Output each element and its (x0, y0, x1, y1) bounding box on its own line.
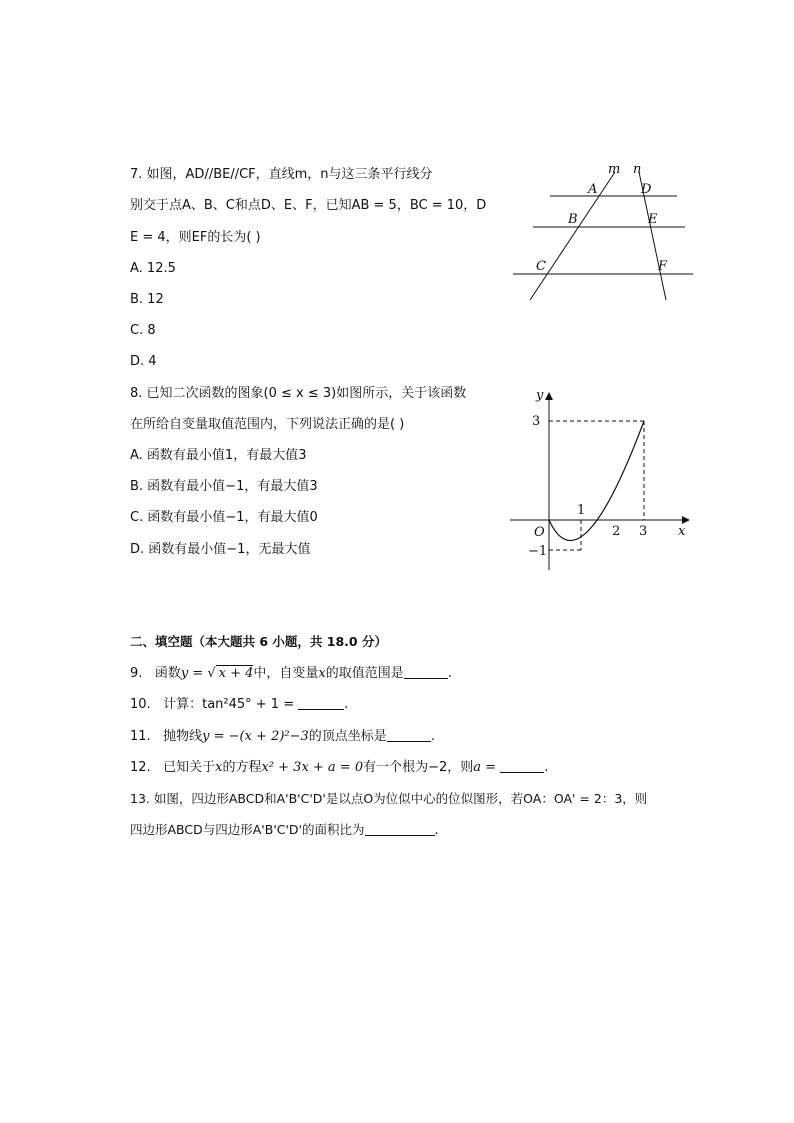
label-d: D (641, 182, 652, 197)
parabola-curve (549, 421, 644, 541)
q11-text-3: . (430, 729, 435, 744)
tick-x-2: 2 (612, 524, 621, 539)
q11-number: 11. (130, 729, 151, 744)
q7-option-b: B. 12 (130, 292, 164, 307)
q13-text-b: . (434, 823, 439, 838)
origin-label: O (534, 525, 545, 540)
q12-text-4: . (544, 760, 549, 775)
q8-option-d: D. 函数有最小值−1，无最大值 (130, 542, 311, 557)
q9-formula: y = √ x + 4 (180, 666, 254, 681)
q10-line (130, 695, 348, 715)
y-axis-label: y (536, 388, 544, 403)
q8-option-c: C. 函数有最小值−1，有最大值0 (130, 510, 318, 525)
label-m: m (608, 162, 621, 177)
q7-line3: E = 4，则EF的长为( ) (130, 230, 261, 245)
q9-text-4: . (447, 666, 452, 681)
q12-number: 12. (130, 760, 151, 775)
q12-var-a: a = (473, 760, 501, 775)
tick-x-3: 3 (639, 524, 648, 539)
q12-answer-blank[interactable] (500, 758, 544, 773)
q12-line (130, 758, 548, 778)
q12-text-1: 已知关于 (163, 760, 216, 775)
q9-text-1: 函数 (154, 666, 181, 681)
q7-line2: 别交于点A、B、C和点D、E、F，已知AB = 5，BC = 10，D (130, 198, 487, 213)
label-a: A (588, 182, 598, 197)
q9-var-x: x (318, 666, 326, 681)
section-2-heading: 二、填空题（本大题共 6 小题，共 18.0 分） (130, 634, 387, 649)
q8-parabola-graph (505, 385, 700, 575)
label-c: C (536, 259, 546, 274)
q12-equation: x² + 3x + a = 0 (261, 760, 364, 775)
x-axis-label: x (678, 524, 686, 539)
q10-text-2: . (344, 697, 349, 712)
q10-text-1: 计算：tan²45° + 1 = (163, 697, 295, 712)
label-b: B (568, 212, 578, 227)
q9-number: 9. (130, 666, 143, 681)
q8-line1: 8. 已知二次函数的图象(0 ≤ x ≤ 3)如图所示，关于该函数 (130, 386, 467, 401)
q13-line2 (130, 820, 439, 841)
q12-text-3: 有一个根为−2，则 (363, 760, 474, 775)
tick-y-neg1: −1 (528, 544, 548, 559)
q13-text-a: 四边形ABCD与四边形A'B'C'D'的面积比为 (130, 822, 365, 837)
q11-text-2: 的顶点坐标是 (308, 729, 387, 744)
q9-text-3: 的取值范围是 (325, 666, 404, 681)
tick-y-3: 3 (532, 414, 541, 429)
q11-answer-blank[interactable] (387, 727, 431, 742)
label-e: E (648, 212, 658, 227)
q11-formula: y = −(x + 2)²−3 (202, 729, 309, 744)
transversal-m (530, 172, 615, 300)
q11-text-1: 抛物线 (163, 729, 203, 744)
q12-var-x: x (215, 760, 223, 775)
label-n: n (633, 162, 642, 177)
q9-answer-blank[interactable] (404, 664, 448, 679)
q7-option-a: A. 12.5 (130, 261, 176, 276)
q12-text-2: 的方程 (222, 760, 262, 775)
q11-line (130, 727, 435, 747)
q8-option-b: B. 函数有最小值−1，有最大值3 (130, 479, 318, 494)
q7-option-c: C. 8 (130, 323, 156, 338)
q10-number: 10. (130, 697, 151, 712)
tick-x-1: 1 (577, 503, 586, 518)
q9-text-2: 中，自变量 (253, 666, 319, 681)
q10-answer-blank[interactable] (298, 695, 344, 710)
q7-option-d: D. 4 (130, 354, 157, 369)
q7-parallel-lines-figure (505, 160, 700, 305)
q7-line1: 7. 如图，AD//BE//CF，直线m，n与这三条平行线分 (130, 167, 433, 182)
q13-answer-blank[interactable] (365, 821, 435, 836)
q8-line2: 在所给自变量取值范围内，下列说法正确的是( ) (130, 417, 405, 432)
q8-option-a: A. 函数有最小值1，有最大值3 (130, 448, 307, 463)
q9-line (130, 664, 452, 684)
q13-line1: 13. 如图，四边形ABCD和A'B'C'D'是以点O为位似中心的位似图形，若OA：OA' = 2：3，则 (130, 791, 648, 806)
label-f: F (658, 259, 668, 274)
